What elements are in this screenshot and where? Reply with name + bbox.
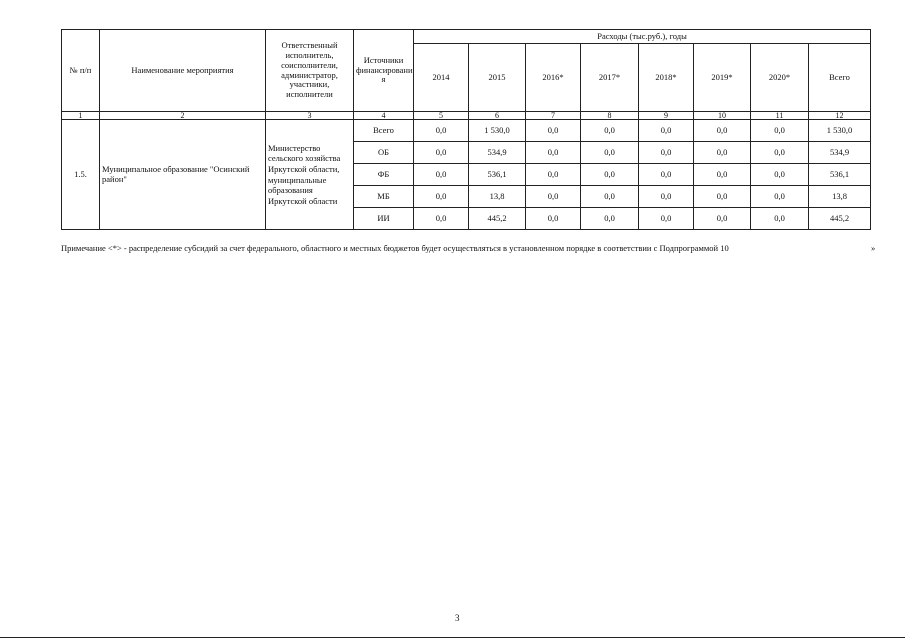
row-executor: Министерство сельского хозяйства Иркутской области, муниципальные образования Иркутской области bbox=[266, 120, 354, 230]
column-number: 8 bbox=[581, 112, 639, 120]
header-year: 2014 bbox=[414, 44, 469, 112]
header-year: 2015 bbox=[469, 44, 526, 112]
value-cell: 0,0 bbox=[751, 120, 809, 142]
row-number: 1.5. bbox=[62, 120, 100, 230]
header-num: № п/п bbox=[62, 30, 100, 112]
value-cell: 0,0 bbox=[694, 142, 751, 164]
value-cell: 0,0 bbox=[639, 186, 694, 208]
value-cell: 534,9 bbox=[469, 142, 526, 164]
value-cell: 0,0 bbox=[414, 208, 469, 230]
column-number: 9 bbox=[639, 112, 694, 120]
column-number: 4 bbox=[354, 112, 414, 120]
column-number: 2 bbox=[100, 112, 266, 120]
value-cell: 0,0 bbox=[639, 142, 694, 164]
column-number: 11 bbox=[751, 112, 809, 120]
header-year: 2019* bbox=[694, 44, 751, 112]
source-label: ИИ bbox=[354, 208, 414, 230]
value-cell: 0,0 bbox=[751, 164, 809, 186]
page-bottom-rule bbox=[0, 637, 905, 638]
value-cell: 445,2 bbox=[469, 208, 526, 230]
row-name: Муниципальное образование "Осинский район" bbox=[100, 120, 266, 230]
header-name: Наименование мероприятия bbox=[100, 30, 266, 112]
footnote: Примечание <*> - распределение субсидий за счет федерального, областного и местных бюджетов будет осуществляться в установленном порядке в соответствии с Подпрограммой 10 bbox=[61, 243, 729, 253]
value-cell: 0,0 bbox=[751, 142, 809, 164]
column-number: 10 bbox=[694, 112, 751, 120]
value-cell: 0,0 bbox=[694, 186, 751, 208]
total-cell: 445,2 bbox=[809, 208, 871, 230]
value-cell: 0,0 bbox=[751, 186, 809, 208]
value-cell: 0,0 bbox=[581, 120, 639, 142]
total-cell: 1 530,0 bbox=[809, 120, 871, 142]
value-cell: 13,8 bbox=[469, 186, 526, 208]
column-number: 5 bbox=[414, 112, 469, 120]
budget-table bbox=[61, 29, 871, 230]
source-label: ФБ bbox=[354, 164, 414, 186]
column-number: 3 bbox=[266, 112, 354, 120]
value-cell: 0,0 bbox=[751, 208, 809, 230]
value-cell: 0,0 bbox=[694, 164, 751, 186]
value-cell: 0,0 bbox=[526, 208, 581, 230]
value-cell: 0,0 bbox=[694, 208, 751, 230]
value-cell: 0,0 bbox=[581, 208, 639, 230]
column-number: 6 bbox=[469, 112, 526, 120]
value-cell: 0,0 bbox=[581, 164, 639, 186]
source-label: МБ bbox=[354, 186, 414, 208]
total-cell: 13,8 bbox=[809, 186, 871, 208]
header-year: 2020* bbox=[751, 44, 809, 112]
header-executor: Ответственный исполнитель, соисполнители, администратор, участники, исполнители bbox=[266, 30, 354, 112]
value-cell: 536,1 bbox=[469, 164, 526, 186]
table-row bbox=[62, 120, 871, 142]
header-sources: Источники финансировани я bbox=[354, 30, 414, 112]
value-cell: 1 530,0 bbox=[469, 120, 526, 142]
value-cell: 0,0 bbox=[414, 142, 469, 164]
value-cell: 0,0 bbox=[526, 120, 581, 142]
column-number: 7 bbox=[526, 112, 581, 120]
header-year: 2017* bbox=[581, 44, 639, 112]
value-cell: 0,0 bbox=[639, 164, 694, 186]
header-expenses-group: Расходы (тыс.руб.), годы bbox=[414, 30, 871, 44]
column-number: 12 bbox=[809, 112, 871, 120]
value-cell: 0,0 bbox=[639, 120, 694, 142]
total-cell: 534,9 bbox=[809, 142, 871, 164]
source-label: Всего bbox=[354, 120, 414, 142]
value-cell: 0,0 bbox=[414, 186, 469, 208]
column-number: 1 bbox=[62, 112, 100, 120]
header-year: 2018* bbox=[639, 44, 694, 112]
header-total: Всего bbox=[809, 44, 871, 112]
header-year: 2016* bbox=[526, 44, 581, 112]
footnote-closing-quote: » bbox=[871, 243, 876, 253]
source-label: ОБ bbox=[354, 142, 414, 164]
value-cell: 0,0 bbox=[526, 164, 581, 186]
value-cell: 0,0 bbox=[639, 208, 694, 230]
value-cell: 0,0 bbox=[581, 142, 639, 164]
value-cell: 0,0 bbox=[526, 186, 581, 208]
value-cell: 0,0 bbox=[694, 120, 751, 142]
value-cell: 0,0 bbox=[414, 120, 469, 142]
total-cell: 536,1 bbox=[809, 164, 871, 186]
page-number: 3 bbox=[455, 613, 460, 623]
value-cell: 0,0 bbox=[581, 186, 639, 208]
value-cell: 0,0 bbox=[526, 142, 581, 164]
value-cell: 0,0 bbox=[414, 164, 469, 186]
